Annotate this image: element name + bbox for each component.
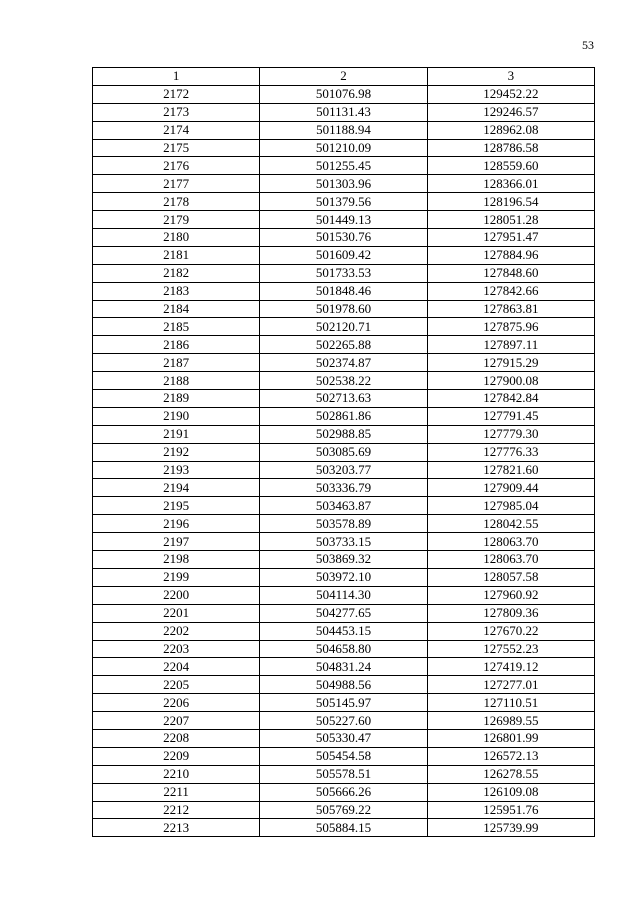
- table-cell: 127779.30: [427, 425, 594, 443]
- table-row: [93, 390, 595, 408]
- table-cell: 502265.88: [260, 336, 427, 354]
- table-row: [93, 425, 595, 443]
- table-cell: 2187: [93, 354, 260, 372]
- table-cell: 505666.26: [260, 783, 427, 801]
- table-cell: 125951.76: [427, 801, 594, 819]
- table-cell: 127897.11: [427, 336, 594, 354]
- table-row: [93, 246, 595, 264]
- table-cell: 503336.79: [260, 479, 427, 497]
- table-cell: 504831.24: [260, 658, 427, 676]
- table-row: [93, 121, 595, 139]
- table-cell: 2213: [93, 819, 260, 837]
- table-cell: 505884.15: [260, 819, 427, 837]
- table-cell: 2178: [93, 193, 260, 211]
- table-cell: 125739.99: [427, 819, 594, 837]
- table-cell: 2200: [93, 586, 260, 604]
- page-number: 53: [582, 38, 594, 52]
- table-cell: 128063.70: [427, 533, 594, 551]
- table-cell: 501210.09: [260, 139, 427, 157]
- table-cell: 126109.08: [427, 783, 594, 801]
- table-row: [93, 372, 595, 390]
- table-cell: 505145.97: [260, 694, 427, 712]
- table-cell: 127419.12: [427, 658, 594, 676]
- table-cell: 2180: [93, 229, 260, 247]
- table-cell: 504114.30: [260, 586, 427, 604]
- table-row: [93, 676, 595, 694]
- table-cell: 2173: [93, 103, 260, 121]
- table-cell: 2179: [93, 211, 260, 229]
- table-row: [93, 354, 595, 372]
- table-cell: 128559.60: [427, 157, 594, 175]
- table-cell: 126801.99: [427, 729, 594, 747]
- table-cell: 127863.81: [427, 300, 594, 318]
- table-cell: 2192: [93, 443, 260, 461]
- table-cell: 2210: [93, 765, 260, 783]
- table-cell: 505769.22: [260, 801, 427, 819]
- table-row: [93, 336, 595, 354]
- table-row: [93, 85, 595, 103]
- table-row: [93, 765, 595, 783]
- column-header: 2: [260, 68, 427, 86]
- table-cell: 2176: [93, 157, 260, 175]
- table-cell: 503869.32: [260, 551, 427, 569]
- table-cell: 501530.76: [260, 229, 427, 247]
- table-cell: 2186: [93, 336, 260, 354]
- table-cell: 503203.77: [260, 461, 427, 479]
- table-cell: 503578.89: [260, 515, 427, 533]
- table-cell: 2185: [93, 318, 260, 336]
- table-row: [93, 658, 595, 676]
- table-cell: 501188.94: [260, 121, 427, 139]
- table-row: [93, 497, 595, 515]
- table-row: [93, 407, 595, 425]
- table-cell: 501733.53: [260, 264, 427, 282]
- table-cell: 127821.60: [427, 461, 594, 479]
- table-row: [93, 729, 595, 747]
- table-cell: 127842.84: [427, 390, 594, 408]
- table-cell: 128063.70: [427, 551, 594, 569]
- table-cell: 126278.55: [427, 765, 594, 783]
- table-cell: 501303.96: [260, 175, 427, 193]
- table-cell: 127915.29: [427, 354, 594, 372]
- table-cell: 2203: [93, 640, 260, 658]
- table-row: [93, 801, 595, 819]
- table-row: [93, 640, 595, 658]
- table-cell: 128786.58: [427, 139, 594, 157]
- table-cell: 502374.87: [260, 354, 427, 372]
- table-row: [93, 139, 595, 157]
- table-row: [93, 211, 595, 229]
- table-cell: 127951.47: [427, 229, 594, 247]
- table-cell: 2212: [93, 801, 260, 819]
- table-cell: 2202: [93, 622, 260, 640]
- table-cell: 127884.96: [427, 246, 594, 264]
- table-cell: 501255.45: [260, 157, 427, 175]
- table-cell: 502120.71: [260, 318, 427, 336]
- table-row: [93, 747, 595, 765]
- table-cell: 2211: [93, 783, 260, 801]
- table-row: [93, 103, 595, 121]
- table-cell: 501379.56: [260, 193, 427, 211]
- table-cell: 126572.13: [427, 747, 594, 765]
- table-header-row: [93, 68, 595, 86]
- table-cell: 505330.47: [260, 729, 427, 747]
- table-row: [93, 157, 595, 175]
- table-cell: 504988.56: [260, 676, 427, 694]
- table-cell: 2207: [93, 712, 260, 730]
- table-row: [93, 694, 595, 712]
- table-cell: 2177: [93, 175, 260, 193]
- table-body: [93, 85, 595, 836]
- table-cell: 501609.42: [260, 246, 427, 264]
- table-cell: 501848.46: [260, 282, 427, 300]
- table-cell: 128196.54: [427, 193, 594, 211]
- table-row: [93, 193, 595, 211]
- table-cell: 505227.60: [260, 712, 427, 730]
- table-cell: 501978.60: [260, 300, 427, 318]
- table-row: [93, 443, 595, 461]
- table-cell: 2189: [93, 390, 260, 408]
- table-cell: 127670.22: [427, 622, 594, 640]
- table-cell: 2188: [93, 372, 260, 390]
- table-row: [93, 229, 595, 247]
- table-cell: 501076.98: [260, 85, 427, 103]
- table-cell: 2191: [93, 425, 260, 443]
- table-cell: 128042.55: [427, 515, 594, 533]
- table-cell: 2197: [93, 533, 260, 551]
- table-cell: 127900.08: [427, 372, 594, 390]
- table-cell: 127791.45: [427, 407, 594, 425]
- table-cell: 127110.51: [427, 694, 594, 712]
- table-cell: 127842.66: [427, 282, 594, 300]
- table-cell: 503463.87: [260, 497, 427, 515]
- table-cell: 2184: [93, 300, 260, 318]
- table-cell: 2199: [93, 568, 260, 586]
- table-cell: 128366.01: [427, 175, 594, 193]
- table-cell: 127552.23: [427, 640, 594, 658]
- table-cell: 504658.80: [260, 640, 427, 658]
- table-row: [93, 282, 595, 300]
- table-cell: 2172: [93, 85, 260, 103]
- table-cell: 2193: [93, 461, 260, 479]
- table-cell: 505454.58: [260, 747, 427, 765]
- table-cell: 2175: [93, 139, 260, 157]
- table-cell: 2196: [93, 515, 260, 533]
- table-cell: 502988.85: [260, 425, 427, 443]
- table-cell: 2201: [93, 604, 260, 622]
- table-row: [93, 533, 595, 551]
- table-cell: 502861.86: [260, 407, 427, 425]
- table-cell: 127909.44: [427, 479, 594, 497]
- table-cell: 2205: [93, 676, 260, 694]
- coordinates-table: [92, 67, 595, 837]
- table-cell: 127776.33: [427, 443, 594, 461]
- table-cell: 127277.01: [427, 676, 594, 694]
- table-row: [93, 264, 595, 282]
- table-row: [93, 568, 595, 586]
- table-row: [93, 318, 595, 336]
- column-header: 3: [427, 68, 594, 86]
- table-cell: 126989.55: [427, 712, 594, 730]
- column-header: 1: [93, 68, 260, 86]
- table-cell: 501449.13: [260, 211, 427, 229]
- table-cell: 128962.08: [427, 121, 594, 139]
- table-row: [93, 479, 595, 497]
- table-cell: 2198: [93, 551, 260, 569]
- table-cell: 2183: [93, 282, 260, 300]
- table-cell: 502713.63: [260, 390, 427, 408]
- table-row: [93, 515, 595, 533]
- table-cell: 127960.92: [427, 586, 594, 604]
- table-row: [93, 551, 595, 569]
- table-cell: 503085.69: [260, 443, 427, 461]
- table-row: [93, 819, 595, 837]
- table-row: [93, 604, 595, 622]
- table-cell: 128057.58: [427, 568, 594, 586]
- table-cell: 127985.04: [427, 497, 594, 515]
- table-cell: 503733.15: [260, 533, 427, 551]
- table-row: [93, 461, 595, 479]
- table-row: [93, 783, 595, 801]
- table-cell: 2206: [93, 694, 260, 712]
- table-row: [93, 300, 595, 318]
- table-row: [93, 712, 595, 730]
- table-cell: 129246.57: [427, 103, 594, 121]
- table-cell: 2204: [93, 658, 260, 676]
- table-row: [93, 175, 595, 193]
- table-cell: 501131.43: [260, 103, 427, 121]
- table-row: [93, 586, 595, 604]
- table-cell: 128051.28: [427, 211, 594, 229]
- table-cell: 2194: [93, 479, 260, 497]
- table-cell: 127809.36: [427, 604, 594, 622]
- table-cell: 504277.65: [260, 604, 427, 622]
- table-cell: 2181: [93, 246, 260, 264]
- table-cell: 503972.10: [260, 568, 427, 586]
- table-cell: 127848.60: [427, 264, 594, 282]
- table-cell: 502538.22: [260, 372, 427, 390]
- table-row: [93, 622, 595, 640]
- table-cell: 127875.96: [427, 318, 594, 336]
- table-cell: 505578.51: [260, 765, 427, 783]
- table-cell: 2195: [93, 497, 260, 515]
- table-cell: 2190: [93, 407, 260, 425]
- table-cell: 2208: [93, 729, 260, 747]
- table-cell: 2209: [93, 747, 260, 765]
- table-cell: 504453.15: [260, 622, 427, 640]
- table-cell: 129452.22: [427, 85, 594, 103]
- table-cell: 2182: [93, 264, 260, 282]
- table-cell: 2174: [93, 121, 260, 139]
